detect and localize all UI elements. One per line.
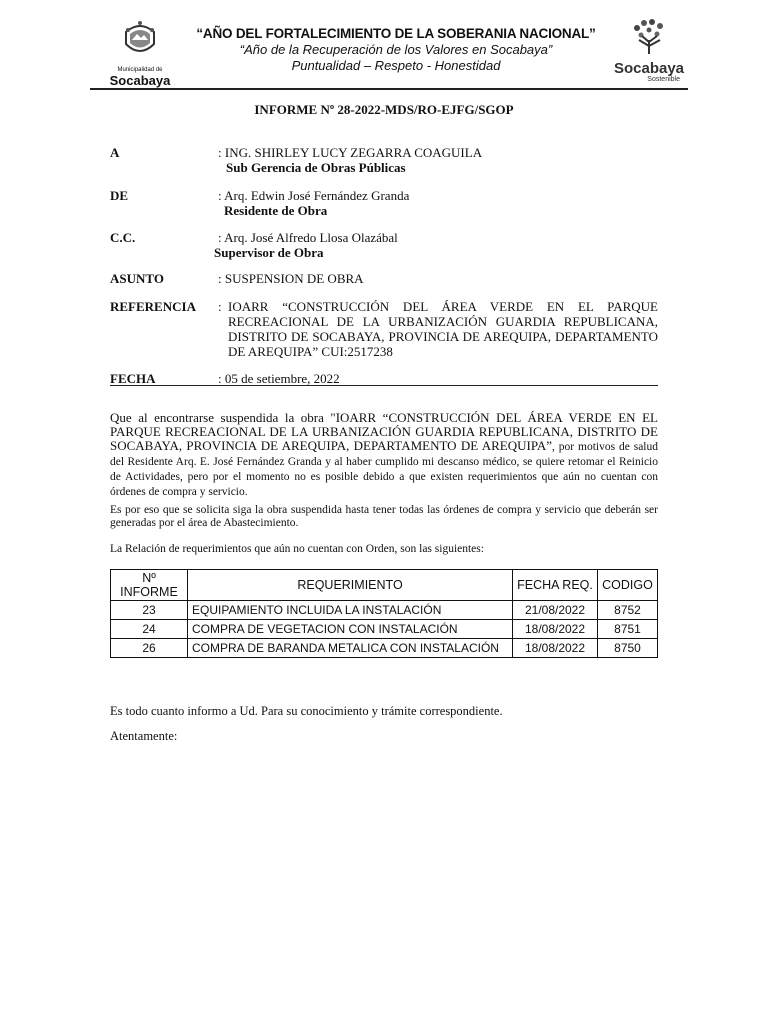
- document-header: [180, 26, 612, 73]
- body-paragraph-1: [110, 411, 658, 499]
- cell-fecha: 18/08/2022: [513, 639, 598, 658]
- memo-value-referencia: IOARR “CONSTRUCCIÓN DEL ÁREA VERDE EN EL PARQUE RECREACIONAL DE LA URBANIZACIÓN GUARDIA REPUBLICANA, DISTRITO DE SOCABAYA, PROVINCIA DE AREQUIPA, DEPARTAMENTO DE AREQUIPA” CUI:2517238: [228, 299, 658, 359]
- header-informe: Nº INFORME: [111, 570, 188, 601]
- memo-label-fecha: FECHA: [110, 371, 156, 386]
- memo-label-a: A: [110, 145, 120, 160]
- right-logo-tagline: Sostenible: [647, 76, 680, 83]
- memo-label-referencia: REFERENCIA: [110, 299, 196, 314]
- memo-value-asunto: : SUSPENSION DE OBRA: [218, 271, 364, 286]
- body-paragraph-1-main: Que al encontrarse suspendida la obra "IOARR “CONSTRUCCIÓN DEL ÁREA VERDE EN EL PARQUE RECREACIONAL DE LA URBANIZACIÓN GUARDIA REPUBLICANA, DISTRITO DE SOCABAYA, PROVINCIA DE AREQUIPA, DEPARTAMENTO DE AREQUIPA”: [110, 410, 658, 453]
- municipality-city: Socabaya: [109, 73, 171, 88]
- memo-divider: [110, 385, 658, 386]
- body-paragraph-1-rest: , por motivos de salud del Residente Arq. E. José Fernández Granda y al haber cumplido mi descanso médico, se quiere retomar el Reinicio de Actividades, pero por el momento no es posible debido a que existen requerimientos que aún no cuentan con órdenes de compra y servicio.: [110, 441, 658, 498]
- header-divider: [90, 88, 688, 90]
- report-title: INFORME Nº 28-2022-MDS/RO-EJFG/SGOP: [254, 102, 514, 117]
- cell-requerimiento: COMPRA DE VEGETACION CON INSTALACIÓN: [188, 620, 513, 639]
- municipal-seal-icon: [120, 18, 160, 58]
- cell-codigo: 8752: [598, 601, 658, 620]
- body-paragraph-3: La Relación de requerimientos que aún no cuentan con Orden, son las siguientes:: [110, 543, 484, 555]
- memo-value-a: : ING. SHIRLEY LUCY ZEGARRA COAGUILA: [218, 145, 483, 160]
- people-tree-icon: [629, 18, 669, 56]
- table-row: [111, 620, 658, 639]
- cell-codigo: 8750: [598, 639, 658, 658]
- header-codigo: CODIGO: [598, 570, 658, 601]
- memo-colon-referencia: :: [218, 299, 222, 314]
- memo-label-asunto: ASUNTO: [110, 271, 164, 286]
- header-fecha-req: FECHA REQ.: [513, 570, 598, 601]
- socabaya-sostenible-logo: [612, 18, 686, 84]
- municipality-logo: [105, 18, 175, 88]
- cell-informe: 23: [111, 601, 188, 620]
- table-row: [111, 639, 658, 658]
- cell-informe: 26: [111, 639, 188, 658]
- memo-sub-a: Sub Gerencia de Obras Públicas: [226, 160, 406, 175]
- header-local-motto: “Año de la Recuperación de los Valores en Socabaya”: [239, 42, 553, 57]
- cell-codigo: 8751: [598, 620, 658, 639]
- cell-informe: 24: [111, 620, 188, 639]
- memo-label-cc: C.C.: [110, 230, 136, 245]
- cell-requerimiento: COMPRA DE BARANDA METALICA CON INSTALACIÓN: [188, 639, 513, 658]
- table-row: [111, 601, 658, 620]
- right-logo-brand: Socabaya: [613, 60, 685, 77]
- body-paragraph-2: Es por eso que se solicita siga la obra suspendida hasta tener todas las órdenes de compra y servicio que deberán ser generadas por el área de Abastecimiento.: [110, 504, 658, 529]
- header-year-motto: “AÑO DEL FORTALECIMIENTO DE LA SOBERANIA NACIONAL”: [196, 26, 596, 41]
- memo-value-de: : Arq. Edwin José Fernández Granda: [218, 188, 410, 203]
- table-header-row: [111, 570, 658, 601]
- cell-fecha: 18/08/2022: [513, 620, 598, 639]
- header-values: Puntualidad – Respeto - Honestidad: [291, 58, 501, 73]
- memo-value-fecha: : 05 de setiembre, 2022: [218, 371, 340, 386]
- municipality-label: Municipalidad de: [117, 67, 163, 73]
- memo-value-cc: : Arq. José Alfredo Llosa Olazábal: [218, 230, 398, 245]
- requirements-table: [110, 569, 658, 658]
- memo-sub-cc: Supervisor de Obra: [214, 245, 324, 260]
- memo-sub-de: Residente de Obra: [224, 203, 328, 218]
- cell-requerimiento: EQUIPAMIENTO INCLUIDA LA INSTALACIÓN: [188, 601, 513, 620]
- cell-fecha: 21/08/2022: [513, 601, 598, 620]
- header-requerimiento: REQUERIMIENTO: [188, 570, 513, 601]
- closing-sentence: Es todo cuanto informo a Ud. Para su conocimiento y trámite correspondiente.: [110, 704, 503, 718]
- memo-label-de: DE: [110, 188, 129, 203]
- regards-line: Atentamente:: [110, 729, 178, 743]
